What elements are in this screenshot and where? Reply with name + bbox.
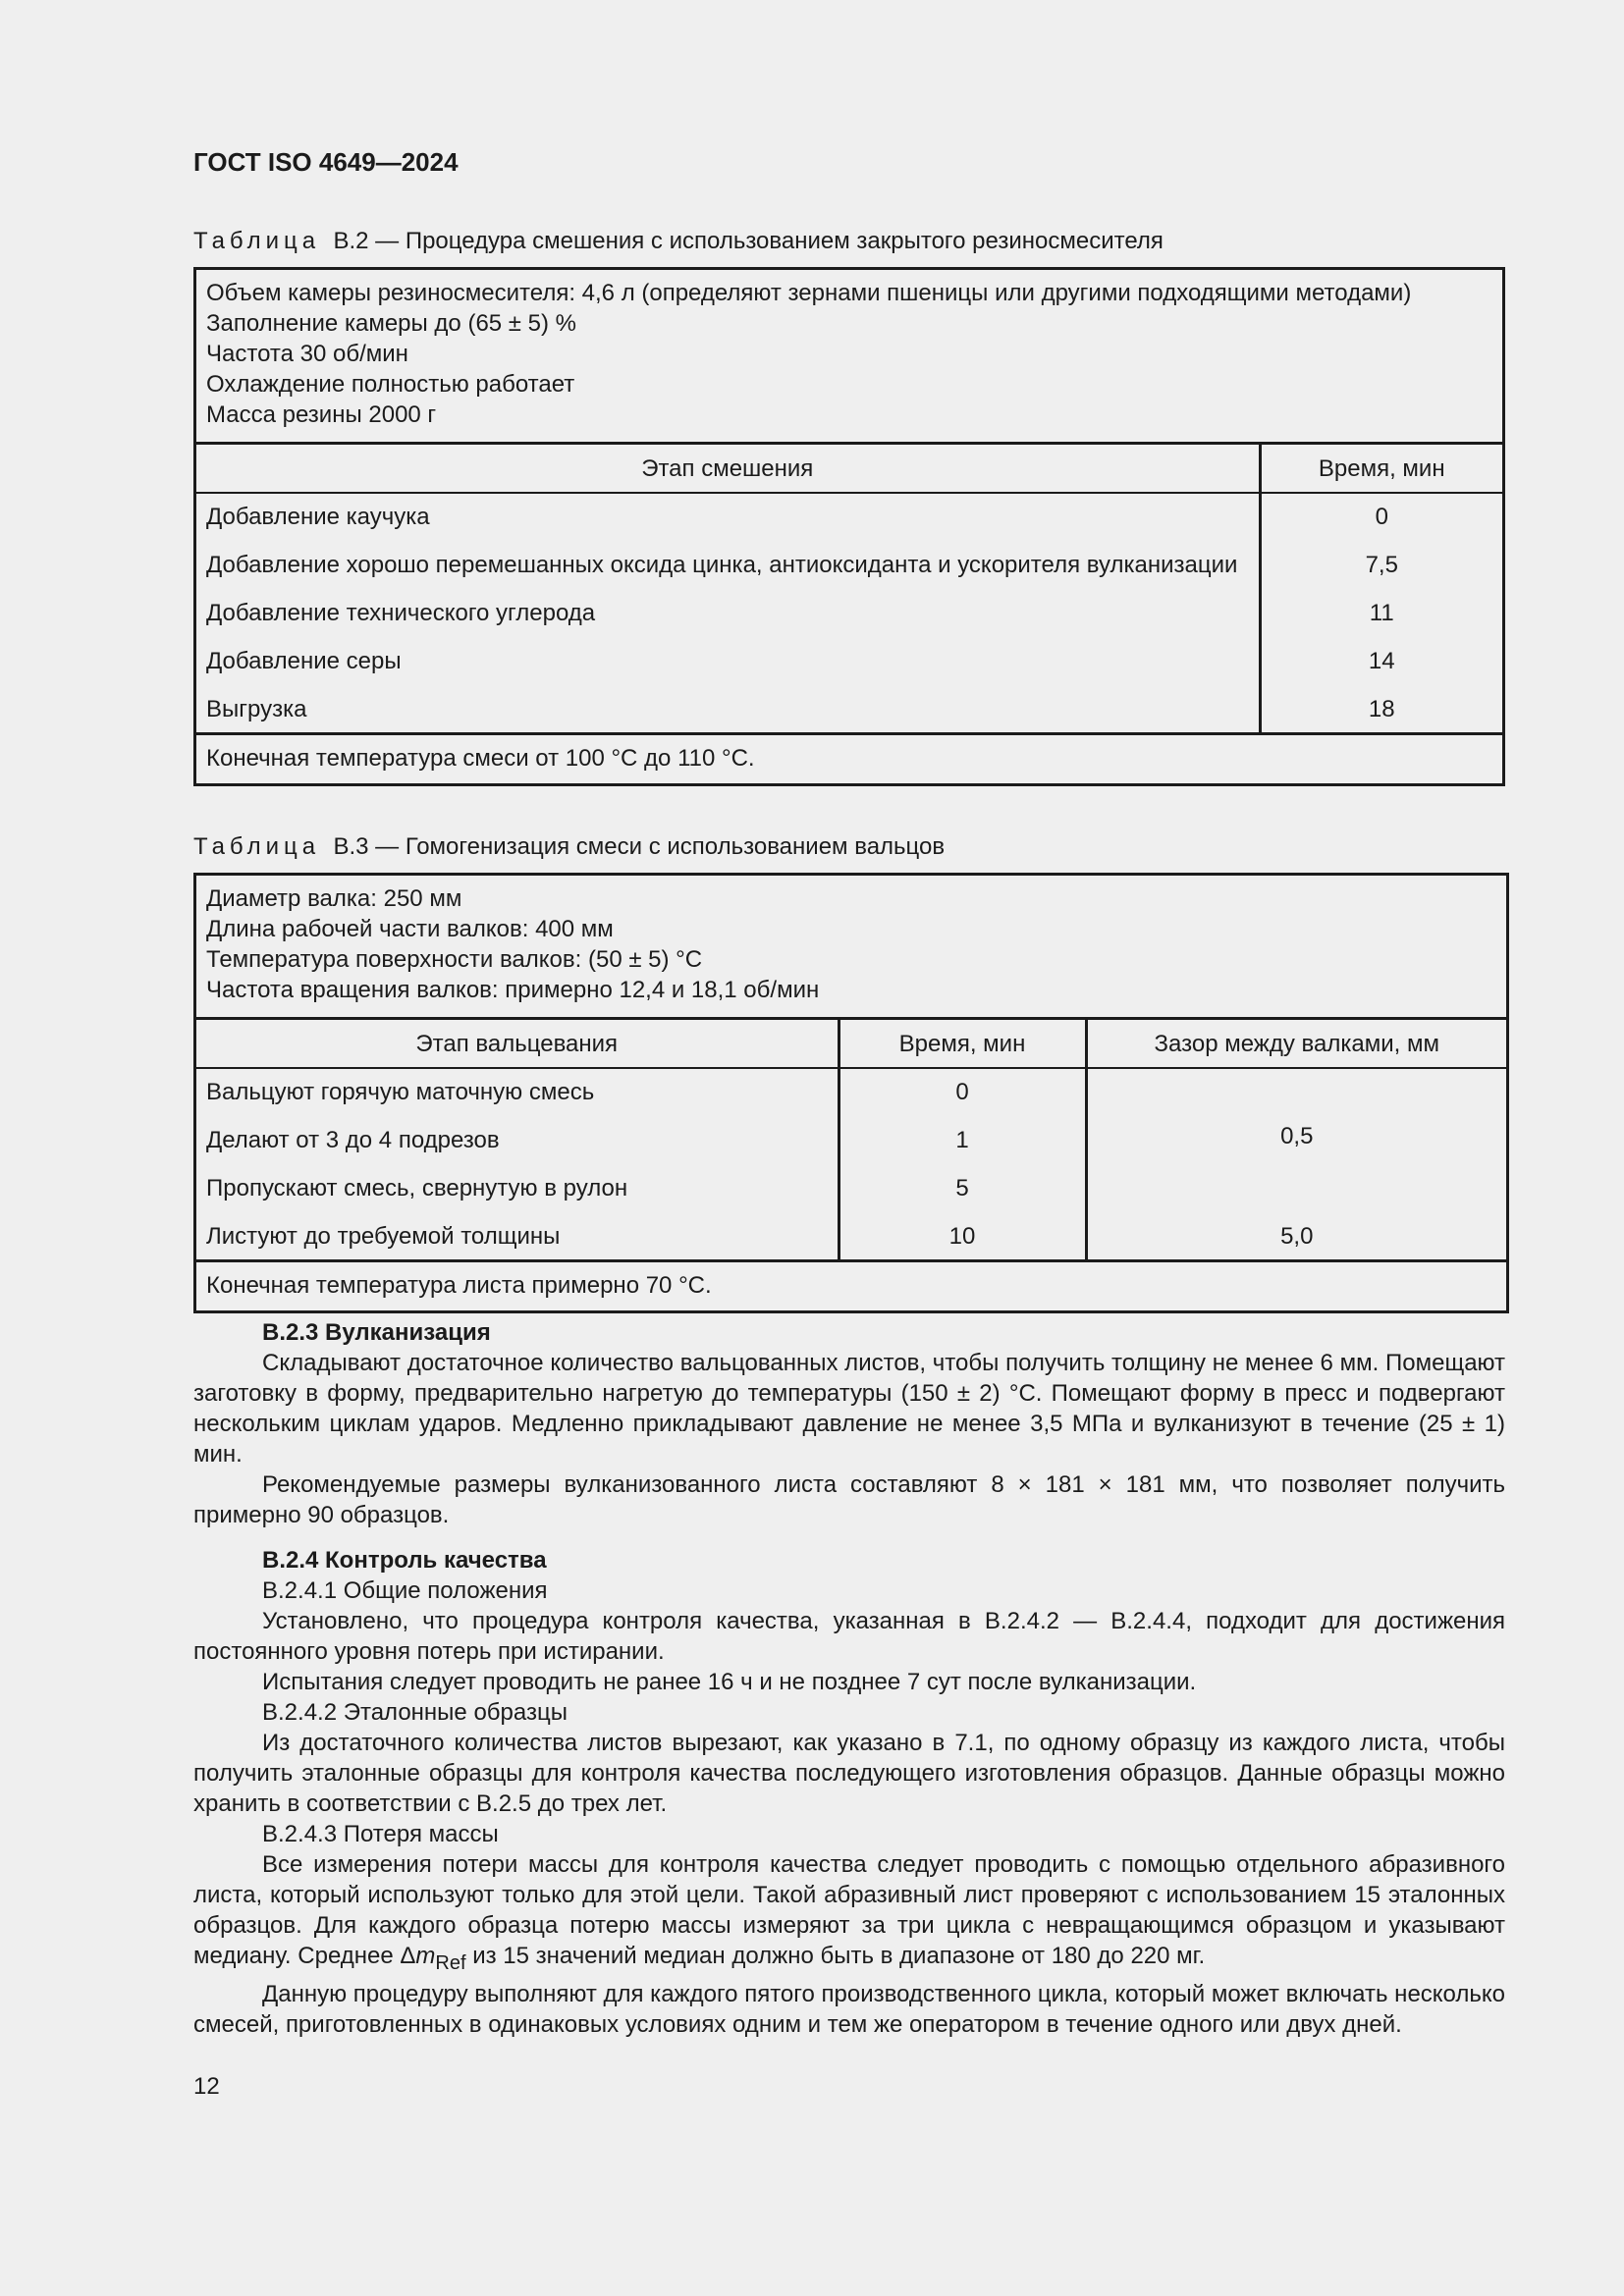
table-row bbox=[196, 1203, 1506, 1259]
table-b2-param: Масса резины 2000 г bbox=[206, 401, 437, 428]
document-code: ГОСТ ISO 4649—2024 bbox=[193, 147, 459, 177]
table-row bbox=[196, 493, 1502, 532]
table-b3-param: Диаметр валка: 250 мм bbox=[206, 885, 462, 912]
table-b3 bbox=[193, 873, 1509, 1313]
time-cell: 14 bbox=[1368, 648, 1395, 674]
paragraph: Установлено, что процедура контроля качества, указанная в В.2.4.2 — В.2.4.4, подходит для достижения постоянного уровня потерь при истирании. bbox=[193, 1608, 1505, 1665]
table-b2-param: Объем камеры резиносмесителя: 4,6 л (определяют зернами пшеницы или другими подходящими методами) bbox=[206, 280, 1412, 306]
table-b3-caption-text: В.3 — Гомогенизация смеси с использованием вальцов bbox=[333, 833, 946, 860]
paragraph bbox=[193, 1849, 1505, 1979]
stage-cell: Добавление каучука bbox=[196, 493, 1260, 532]
table-header-row bbox=[196, 1020, 1506, 1068]
table-b3-caption bbox=[193, 831, 945, 862]
table-b3-footnote: Конечная температура листа примерно 70 °С. bbox=[196, 1259, 1506, 1310]
table-b2-param: Частота 30 об/мин bbox=[206, 341, 408, 367]
table-b2-caption bbox=[193, 226, 1164, 256]
col-header-stage: Этап вальцевания bbox=[196, 1020, 839, 1068]
table-b2-grid bbox=[196, 445, 1502, 732]
paragraph: Рекомендуемые размеры вулканизованного листа составляют 8 × 181 × 181 мм, что позволяет получить примерно 90 образцов. bbox=[193, 1471, 1505, 1528]
table-row bbox=[196, 1068, 1506, 1107]
col-header-time: Время, мин bbox=[839, 1020, 1086, 1068]
table-b3-param: Температура поверхности валков: (50 ± 5) °С bbox=[206, 946, 703, 973]
stage-cell: Добавление технического углерода bbox=[196, 580, 1260, 628]
time-cell: 7,5 bbox=[1365, 552, 1398, 578]
page-number: 12 bbox=[193, 2073, 220, 2100]
col-header-time: Время, мин bbox=[1260, 445, 1502, 493]
table-b2-param: Охлаждение полностью работает bbox=[206, 371, 575, 398]
math-subscript: Ref bbox=[435, 1951, 466, 1974]
stage-cell: Листуют до требуемой толщины bbox=[196, 1203, 839, 1259]
table-b3-grid bbox=[196, 1020, 1506, 1259]
table-b3-caption-label: Таблица bbox=[193, 833, 321, 860]
col-header-gap: Зазор между валками, мм bbox=[1086, 1020, 1506, 1068]
paragraph-part: Все измерения потери массы для контроля качества следует проводить с помощью отдельного абразивного листа, который используют только для этой цели. Такой абразивный лист проверяют с использованием 15 эталонных образцов. Для каждого образца потерю массы измеряют за три цикла с невращающимся образцом и указывают медиану. Среднее Δ bbox=[193, 1851, 1505, 1969]
table-row bbox=[196, 580, 1502, 628]
subsection-heading: В.2.4.2 Эталонные образцы bbox=[262, 1699, 568, 1726]
stage-cell: Вальцуют горячую маточную смесь bbox=[196, 1068, 839, 1107]
table-b2 bbox=[193, 267, 1505, 786]
time-cell: 0 bbox=[1375, 504, 1388, 530]
table-header-row bbox=[196, 445, 1502, 493]
time-cell: 11 bbox=[1369, 600, 1394, 626]
table-row bbox=[196, 532, 1502, 580]
gap-cell: 0,5 bbox=[1280, 1123, 1314, 1149]
col-header-stage: Этап смешения bbox=[196, 445, 1260, 493]
body-text bbox=[193, 1317, 1505, 2040]
paragraph-part: из 15 значений медиан должно быть в диапазоне от 180 до 220 мг. bbox=[465, 1943, 1206, 1969]
table-row bbox=[196, 676, 1502, 732]
paragraph: Испытания следует проводить не ранее 16 ч и не позднее 7 сут после вулканизации. bbox=[262, 1669, 1197, 1695]
time-cell: 0 bbox=[839, 1068, 1086, 1107]
table-b2-caption-label: Таблица bbox=[193, 228, 321, 254]
subsection-heading: В.2.4.1 Общие положения bbox=[262, 1577, 548, 1604]
table-b3-param: Длина рабочей части валков: 400 мм bbox=[206, 916, 614, 942]
time-cell: 18 bbox=[1368, 696, 1395, 722]
stage-cell: Пропускают смесь, свернутую в рулон bbox=[196, 1155, 839, 1203]
table-row bbox=[196, 628, 1502, 676]
paragraph: Складывают достаточное количество вальцованных листов, чтобы получить толщину не менее 6 мм. Помещают заготовку в форму, предварительно нагретую до температуры (150 ± 2) °С. Помещают форму в пресс и подвергают нескольким циклам ударов. Медленно прикладывают давление не менее 3,5 МПа и вулканизуют в течение (25 ± 1) мин. bbox=[193, 1350, 1505, 1468]
table-b3-params bbox=[196, 876, 1506, 1020]
table-b3-param: Частота вращения валков: примерно 12,4 и 18,1 об/мин bbox=[206, 977, 820, 1003]
time-cell: 10 bbox=[839, 1203, 1086, 1259]
section-heading: В.2.3 Вулканизация bbox=[262, 1319, 491, 1346]
stage-cell: Делают от 3 до 4 подрезов bbox=[196, 1107, 839, 1155]
table-b2-caption-text: В.2 — Процедура смешения с использованием закрытого резиносмесителя bbox=[333, 228, 1164, 254]
stage-cell: Добавление хорошо перемешанных оксида цинка, антиоксиданта и ускорителя вулканизации bbox=[196, 532, 1260, 580]
time-cell: 5 bbox=[839, 1155, 1086, 1203]
section-heading: В.2.4 Контроль качества bbox=[262, 1547, 547, 1574]
stage-cell: Выгрузка bbox=[196, 676, 1260, 732]
subsection-heading: В.2.4.3 Потеря массы bbox=[262, 1821, 499, 1847]
stage-cell: Добавление серы bbox=[196, 628, 1260, 676]
table-b2-params bbox=[196, 270, 1502, 445]
paragraph: Из достаточного количества листов вырезают, как указано в 7.1, по одному образцу из каждого листа, чтобы получить эталонные образцы для контроля качества последующего изготовления образцов. Данные образцы можно хранить в соответствии с В.2.5 до трех лет. bbox=[193, 1730, 1505, 1817]
math-m: m bbox=[415, 1943, 436, 1969]
table-b2-footnote: Конечная температура смеси от 100 °С до 110 °С. bbox=[196, 732, 1502, 783]
time-cell: 1 bbox=[839, 1107, 1086, 1155]
paragraph: Данную процедуру выполняют для каждого пятого производственного цикла, который может включать несколько смесей, приготовленных в одинаковых условиях одним и тем же оператором в течение одного или двух дней. bbox=[193, 1980, 1505, 2038]
table-b2-param: Заполнение камеры до (65 ± 5) % bbox=[206, 310, 576, 337]
gap-cell: 5,0 bbox=[1280, 1223, 1314, 1250]
